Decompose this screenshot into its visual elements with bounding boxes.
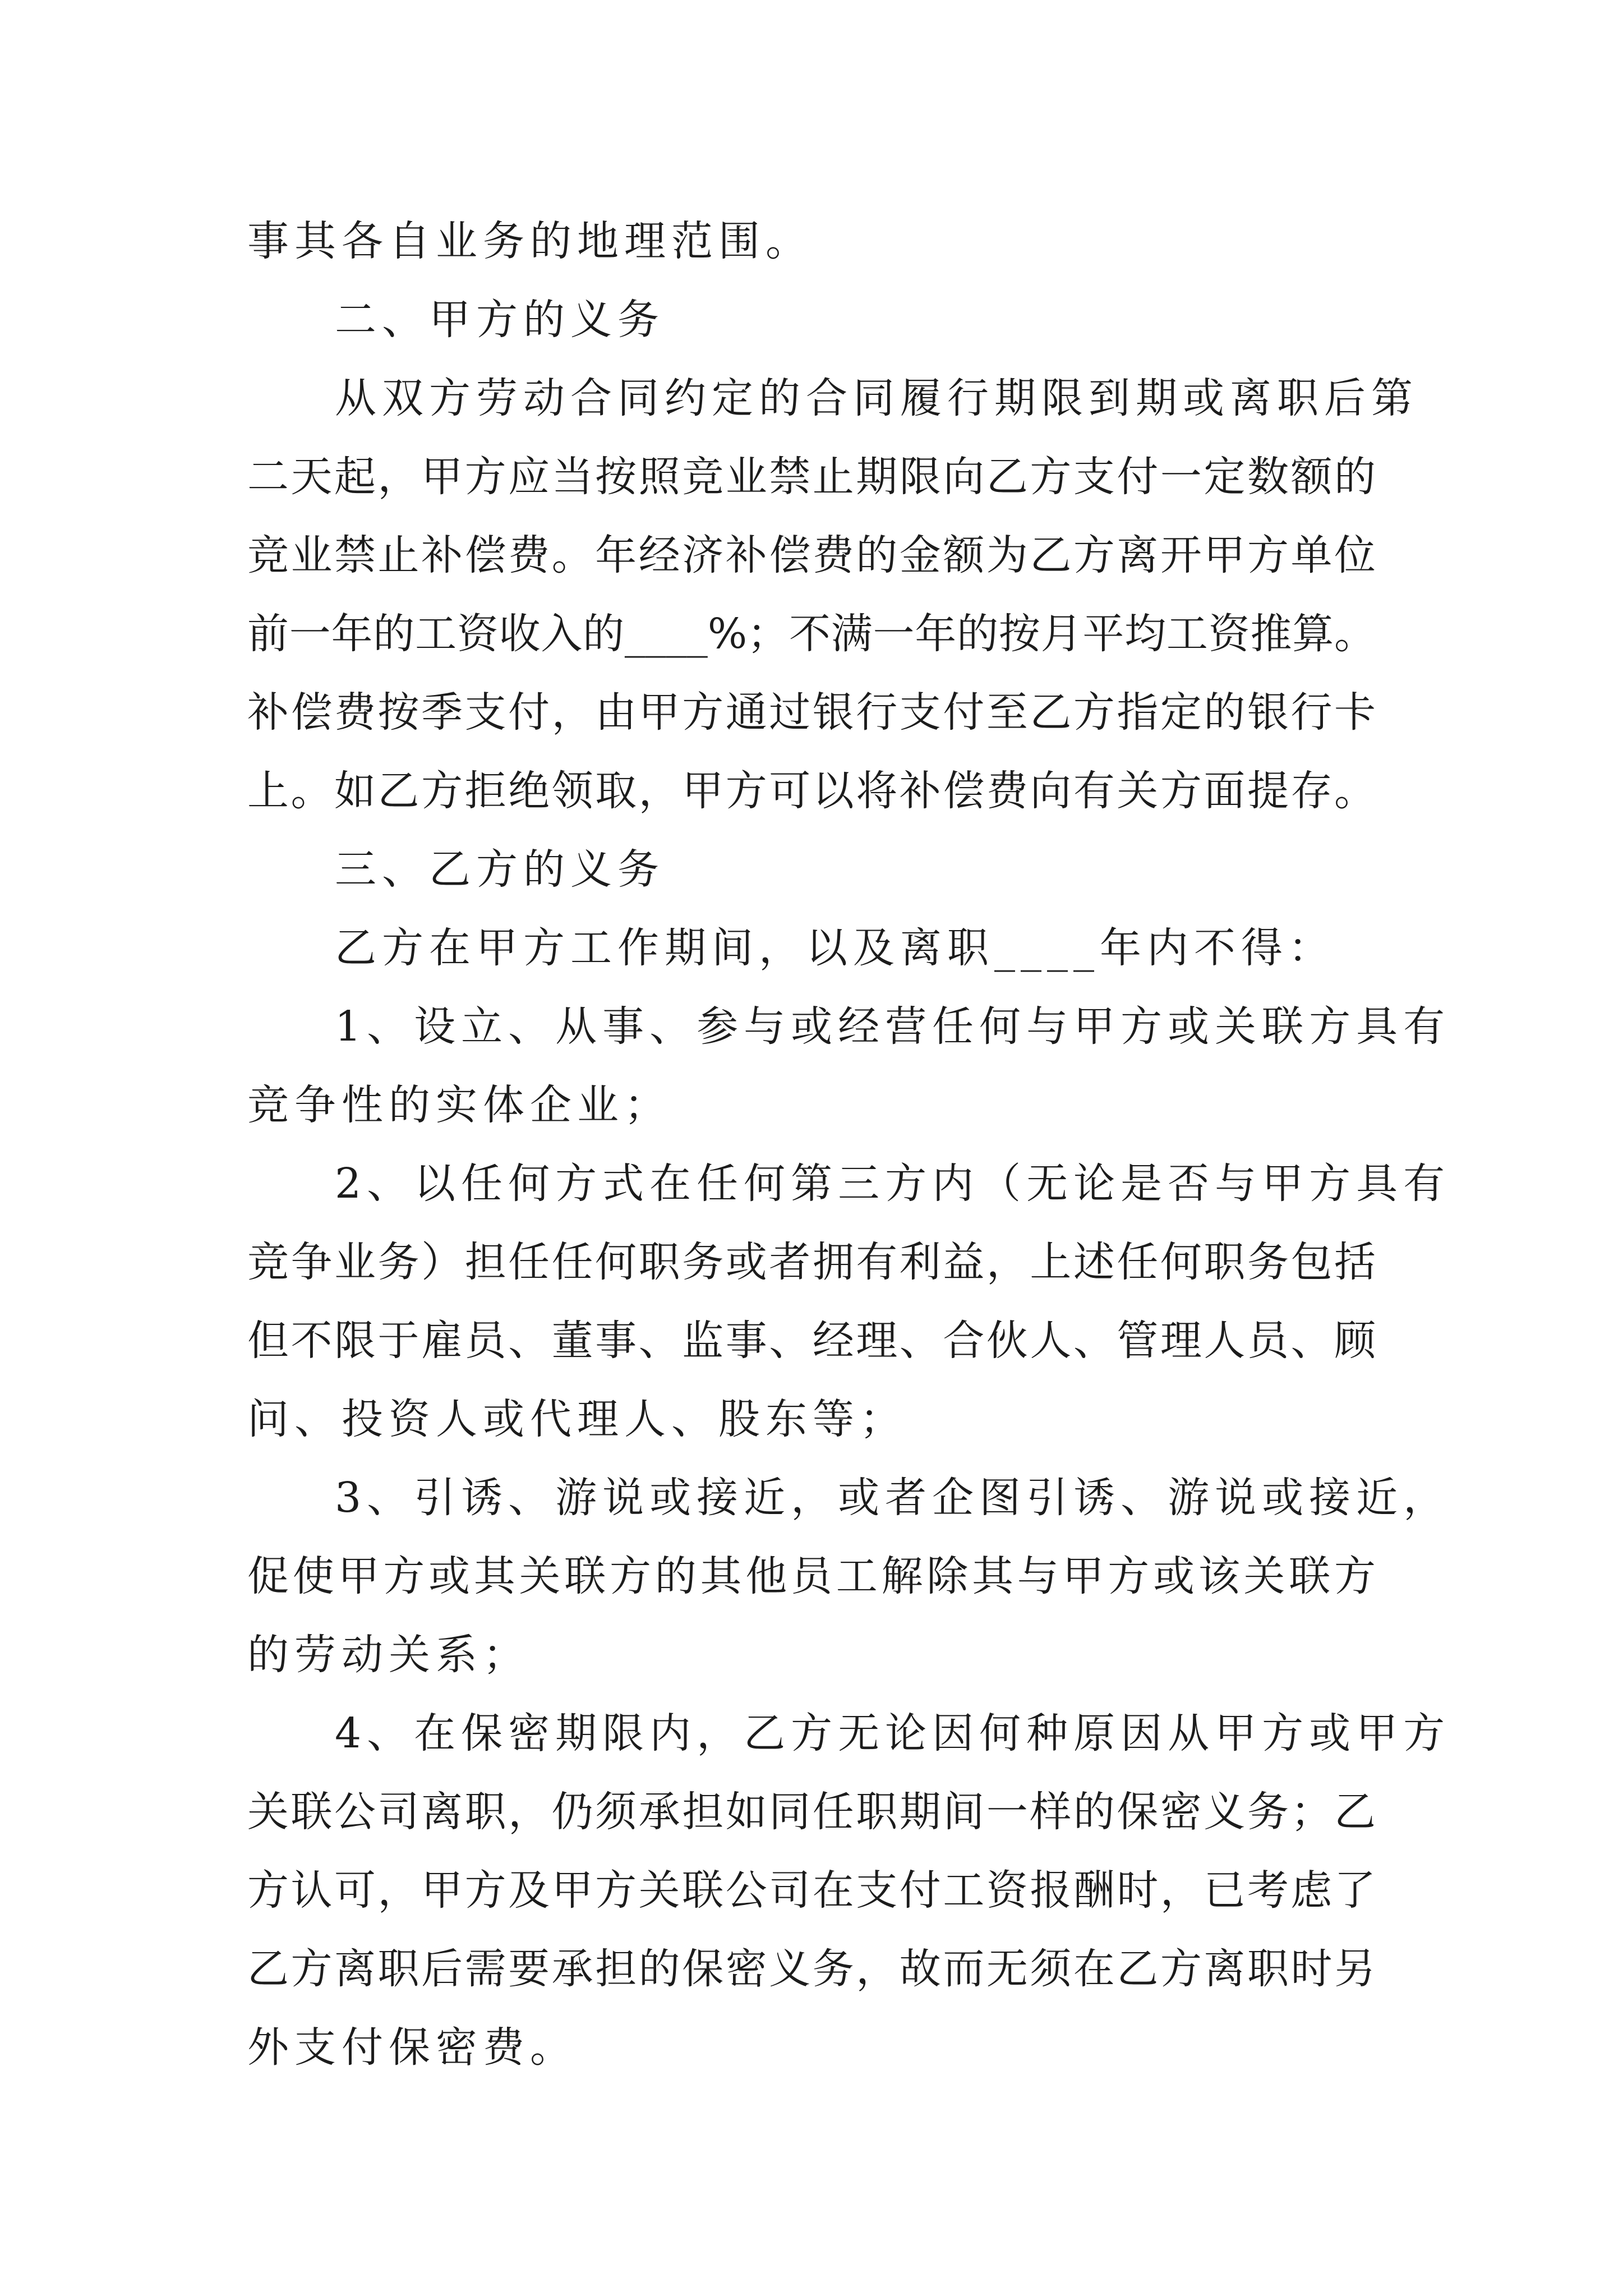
list-item: 2、以任何方式在任何第三方内（无论是否与甲方具有 [335,1159,1451,1208]
text-line: 从双方劳动合同约定的合同履行期限到期或离职后第 [335,374,1418,422]
text-line: 外支付保密费。 [247,2023,577,2072]
text-line: 乙方在甲方工作期间，以及离职____年内不得： [335,924,1335,972]
text-line: 方认可，甲方及甲方关联公司在支付工资报酬时，已考虑了 [247,1866,1376,1915]
text-line: 但不限于雇员、董事、监事、经理、合伙人、管理人员、顾 [247,1317,1376,1365]
text-line: 竞争业务）担任任何职务或者拥有利益，上述任何职务包括 [247,1238,1376,1286]
text-line: 补偿费按季支付，由甲方通过银行支付至乙方指定的银行卡 [247,688,1376,737]
list-item: 4、在保密期限内，乙方无论因何种原因从甲方或甲方 [335,1709,1451,1757]
text-line: 促使甲方或其关联方的其他员工解除其与甲方或该关联方 [247,1552,1376,1600]
list-item: 1、设立、从事、参与或经营任何与甲方或关联方具有 [335,1002,1451,1051]
text-line: 前一年的工资收入的____%；不满一年的按月平均工资推算。 [247,610,1376,658]
text-line: 上。如乙方拒绝领取，甲方可以将补偿费向有关方面提存。 [247,767,1376,815]
text-line: 的劳动关系； [247,1631,530,1679]
section-heading: 二、甲方的义务 [335,296,665,344]
text-line: 问、投资人或代理人、股东等； [247,1395,907,1443]
text-line: 竞争性的实体企业； [247,1081,671,1129]
text-line: 二天起，甲方应当按照竞业禁止期限向乙方支付一定数额的 [247,453,1376,501]
text-line: 乙方离职后需要承担的保密义务，故而无须在乙方离职时另 [247,1945,1376,1993]
list-item: 3、引诱、游说或接近，或者企图引诱、游说或接近， [335,1474,1451,1522]
text-line: 关联公司离职，仍须承担如同任职期间一样的保密义务；乙 [247,1788,1376,1836]
text-line: 事其各自业务的地理范围。 [247,217,813,265]
section-heading: 三、乙方的义务 [335,845,665,894]
text-line: 竞业禁止补偿费。年经济补偿费的金额为乙方离开甲方单位 [247,531,1376,579]
